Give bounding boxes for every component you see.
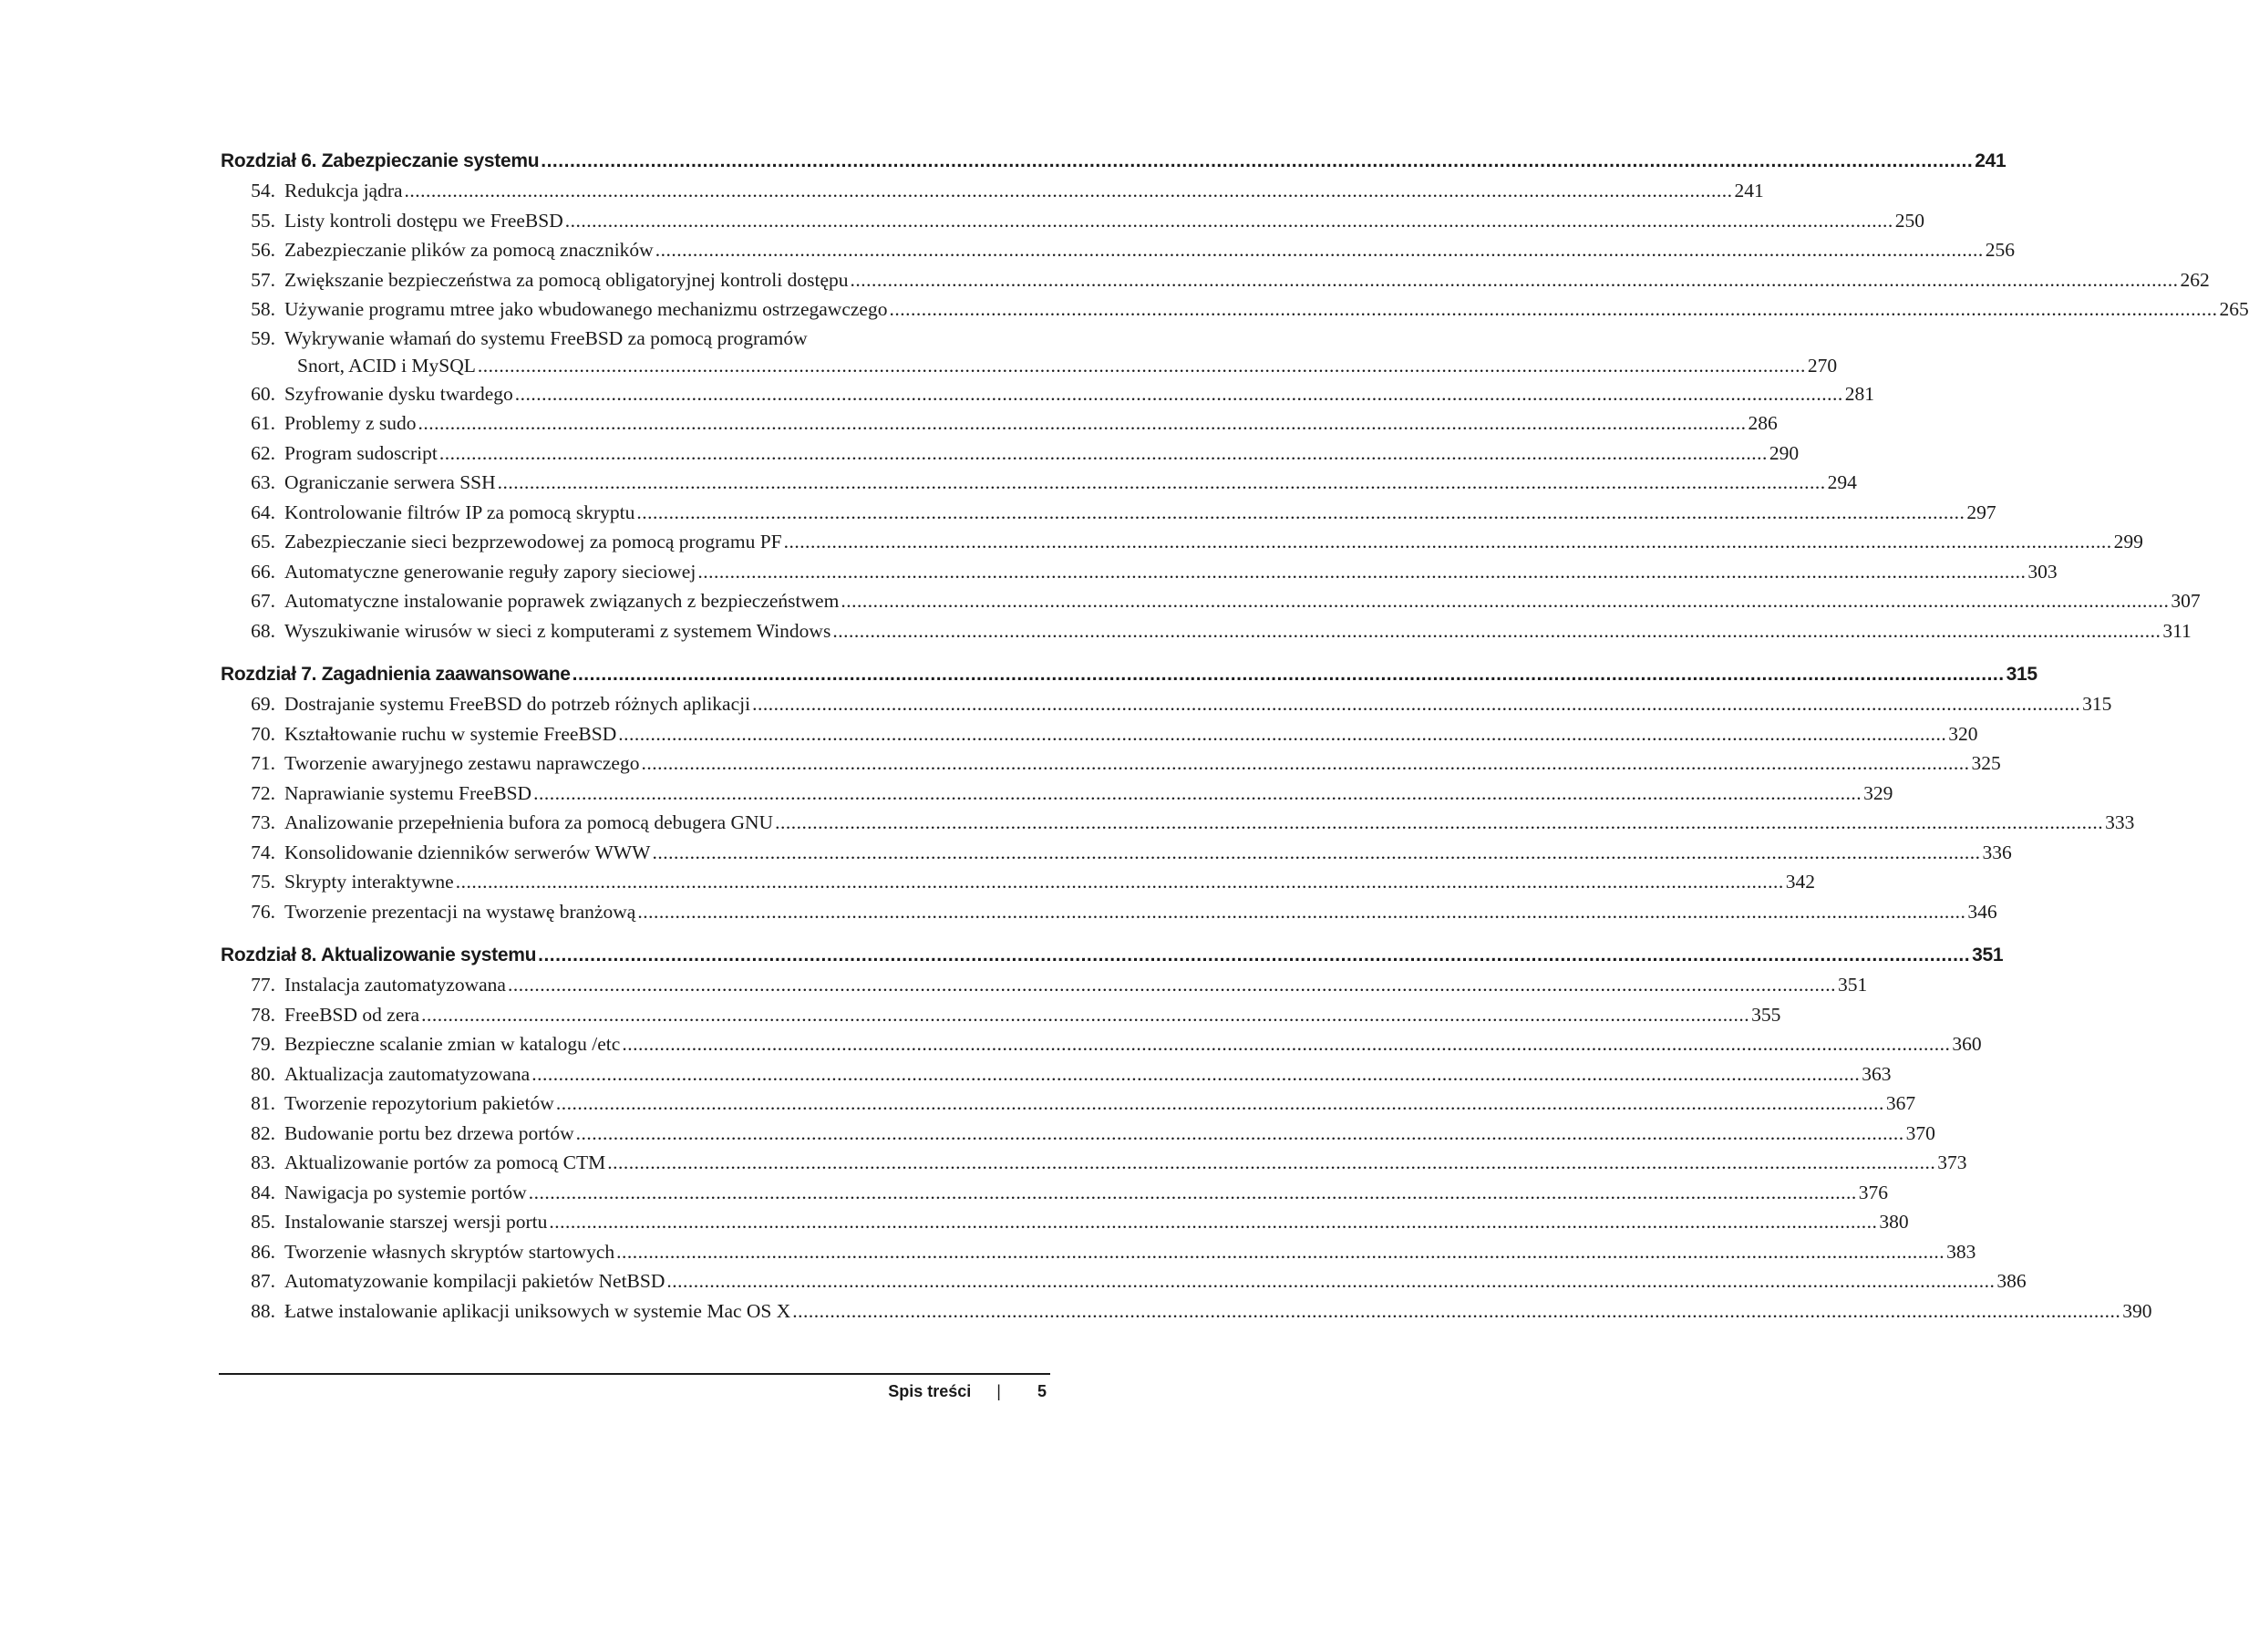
entry-page-number: 286: [1748, 412, 1778, 434]
dot-leader: [573, 659, 2005, 689]
entry-number: 84.: [251, 1181, 275, 1203]
toc-entry: [221, 808, 2135, 838]
entry-number: 70.: [251, 722, 275, 745]
entry-title: Kształtowanie ruchu w systemie FreeBSD: [284, 722, 617, 745]
entry-title: Program sudoscript: [284, 441, 438, 464]
toc-entry: [221, 498, 1996, 528]
entry-page-number: 325: [1971, 752, 2001, 774]
entry-title: Automatyczne generowanie reguły zapory sieciowej: [284, 560, 696, 583]
footer-separator: |: [996, 1382, 1001, 1400]
entry-number: 61.: [251, 412, 275, 434]
entry-page-number: 342: [1785, 871, 1815, 893]
entry-number: 74.: [251, 841, 275, 863]
entry-number: 79.: [251, 1033, 275, 1055]
toc-entry: [221, 719, 1978, 749]
entry-number: 58.: [251, 298, 275, 320]
dot-leader: [405, 176, 1733, 206]
entry-title: Zabezpieczanie sieci bezprzewodowej za pomocą programu PF: [284, 531, 782, 552]
dot-leader: [556, 1089, 1884, 1119]
dot-leader: [636, 498, 1965, 528]
entry-number: 57.: [251, 268, 275, 291]
entry-page-number: 320: [1948, 722, 1978, 745]
dot-leader: [832, 616, 2161, 646]
entry-title: Automatyzowanie kompilacji pakietów NetBSD: [284, 1270, 665, 1292]
toc-entry: [221, 176, 1764, 206]
dot-leader: [439, 439, 1768, 469]
entry-page-number: 336: [1982, 841, 2012, 863]
entry-page-number: 311: [2162, 619, 2192, 642]
entry-number: 60.: [251, 382, 275, 405]
entry-page-number: 367: [1885, 1092, 1916, 1114]
entry-number: 67.: [251, 590, 275, 612]
toc-entry: [221, 1207, 1909, 1237]
table-of-contents: [221, 146, 2249, 1326]
toc-entry: [221, 235, 2015, 265]
entry-title: FreeBSD od zera: [284, 1003, 420, 1026]
entry-page-number: 250: [1894, 209, 1925, 232]
dot-leader: [498, 468, 1826, 498]
entry-page-number: 351: [1837, 974, 1868, 996]
entry-number: 85.: [251, 1211, 275, 1233]
toc-entry: [221, 867, 1815, 897]
toc-entry: [221, 1059, 1892, 1089]
toc-entry: [221, 439, 1800, 469]
entry-title: Zabezpieczanie plików za pomocą znaczników: [284, 239, 654, 261]
toc-entry: [221, 379, 1875, 409]
entry-page-number: 329: [1863, 781, 1893, 804]
entry-title: Tworzenie awaryjnego zestawu naprawczego: [284, 752, 640, 774]
toc-entry: [221, 1237, 1976, 1267]
toc-entry: [221, 1119, 1935, 1149]
entry-number: 80.: [251, 1062, 275, 1085]
chapter-heading: [221, 146, 2007, 176]
entry-number: 66.: [251, 560, 275, 583]
entry-title: Używanie programu mtree jako wbudowanego mechanizmu ostrzegawczego: [284, 298, 888, 320]
entry-page-number: 241: [1734, 180, 1764, 201]
entry-page-number: 346: [1967, 900, 1997, 923]
entry-page-number: 307: [2171, 590, 2201, 612]
dot-leader: [508, 970, 1836, 1000]
dot-leader: [576, 1119, 1904, 1149]
entry-page-number: 386: [1996, 1270, 2027, 1292]
entry-number: 88.: [251, 1299, 275, 1322]
entry-title: Listy kontroli dostępu we FreeBSD: [284, 209, 563, 232]
entry-page-number: 294: [1827, 471, 1857, 493]
entry-title: Redukcja jądra: [284, 180, 403, 201]
entry-number: 81.: [251, 1092, 275, 1114]
entry-number: 73.: [251, 811, 275, 833]
entry-number: 72.: [251, 781, 275, 804]
entry-page-number: 376: [1858, 1181, 1888, 1203]
entry-title: Tworzenie prezentacji na wystawę branżową: [284, 900, 636, 923]
entry-title: Wyszukiwanie wirusów w sieci z komputerami z systemem Windows: [284, 619, 831, 642]
dot-leader: [618, 719, 1946, 749]
toc-entry: [221, 838, 2012, 868]
entry-number: 75.: [251, 871, 275, 893]
entry-number: 56.: [251, 239, 275, 261]
toc-entry: [221, 1148, 1967, 1178]
entry-title: Instalacja zautomatyzowana: [284, 974, 506, 996]
entry-number: 78.: [251, 1003, 275, 1026]
entry-title: Wykrywanie włamań do systemu FreeBSD za pomocą programów: [284, 326, 808, 349]
toc-entry: [221, 557, 2058, 587]
toc-entry: [221, 408, 1778, 439]
dot-leader: [549, 1207, 1877, 1237]
dot-leader: [538, 940, 1970, 970]
dot-leader: [616, 1237, 1945, 1267]
chapter-page-number: 351: [1972, 945, 2004, 965]
entry-page-number: 262: [2180, 268, 2210, 291]
dot-leader: [421, 1000, 1749, 1030]
chapter-heading: [221, 940, 2004, 970]
toc-entry: [221, 1089, 1916, 1119]
entry-number: 63.: [251, 471, 275, 493]
toc-entry: [221, 1000, 1781, 1030]
entry-title: Automatyczne instalowanie poprawek związanych z bezpieczeństwem: [284, 590, 840, 612]
entry-title: Problemy z sudo: [284, 412, 417, 434]
entry-title: Tworzenie repozytorium pakietów: [284, 1092, 554, 1114]
entry-title: Instalowanie starszej wersji portu: [284, 1211, 548, 1233]
toc-entry: [221, 616, 2192, 646]
dot-leader: [792, 1296, 2120, 1327]
entry-number: 64.: [251, 501, 275, 523]
entry-page-number: 290: [1769, 441, 1800, 464]
dot-leader: [607, 1148, 1935, 1178]
dot-leader: [655, 235, 1984, 265]
dot-leader: [515, 379, 1843, 409]
toc-entry: [221, 1296, 2152, 1327]
dot-leader: [841, 586, 2169, 616]
entry-number: 76.: [251, 900, 275, 923]
toc-entry: [221, 689, 2112, 719]
entry-number: 83.: [251, 1151, 275, 1173]
entry-title: Skrypty interaktywne: [284, 871, 454, 893]
dot-leader: [541, 146, 1973, 176]
toc-entry: [221, 897, 1997, 927]
entry-title: Ograniczanie serwera SSH: [284, 471, 496, 493]
entry-title: Dostrajanie systemu FreeBSD do potrzeb różnych aplikacji: [284, 693, 751, 715]
chapter-heading: [221, 659, 2038, 689]
toc-entry: [221, 779, 1893, 809]
footer-section-title: Spis treści: [888, 1382, 972, 1400]
entry-page-number: 315: [2082, 693, 2112, 715]
entry-title: Zwiększanie bezpieczeństwa za pomocą obligatoryjnej kontroli dostępu: [284, 268, 849, 291]
toc-entry: [221, 294, 2249, 325]
entry-title: Analizowanie przepełnienia bufora za pomocą debugera GNU: [284, 811, 774, 833]
dot-leader: [456, 867, 1784, 897]
footer-page-number: 5: [1037, 1382, 1047, 1400]
entry-page-number: 297: [1966, 501, 1996, 523]
entry-title: Szyfrowanie dysku twardego: [284, 382, 513, 405]
chapter-page-number: 315: [2006, 664, 2038, 685]
entry-page-number: 270: [1807, 354, 1838, 377]
entry-title: Tworzenie własnych skryptów startowych: [284, 1240, 615, 1263]
dot-leader: [418, 408, 1747, 439]
entry-title: Budowanie portu bez drzewa portów: [284, 1121, 574, 1144]
toc-entry: [221, 1266, 2027, 1296]
entry-page-number: 256: [1985, 239, 2015, 261]
chapter-title: Rozdział 6. Zabezpieczanie systemu: [221, 150, 540, 171]
entry-number: 54.: [251, 180, 275, 201]
dot-leader: [889, 294, 2217, 325]
dot-leader: [637, 897, 1965, 927]
dot-leader: [666, 1266, 1995, 1296]
footer-rule: [219, 1373, 1050, 1375]
entry-page-number: 363: [1862, 1062, 1892, 1085]
toc-entry: [221, 468, 1857, 498]
entry-number: 87.: [251, 1270, 275, 1292]
entry-title: Naprawianie systemu FreeBSD: [284, 781, 532, 804]
page-footer: [219, 1382, 1047, 1401]
entry-page-number: 333: [2105, 811, 2135, 833]
entry-number: 77.: [251, 974, 275, 996]
entry-number: 59.: [251, 326, 275, 349]
entry-page-number: 281: [1844, 382, 1875, 405]
entry-page-number: 303: [2027, 560, 2058, 583]
toc-entry: [221, 1178, 1888, 1208]
dot-leader: [697, 557, 2026, 587]
chapter-page-number: 241: [1975, 150, 2007, 171]
entry-title-continuation: Snort, ACID i MySQL: [297, 354, 476, 377]
toc-entry: [221, 586, 2201, 616]
toc-entry: [221, 325, 1838, 379]
entry-number: 55.: [251, 209, 275, 232]
entry-title: Aktualizacja zautomatyzowana: [284, 1062, 531, 1085]
chapter-title: Rozdział 8. Aktualizowanie systemu: [221, 945, 537, 965]
entry-number: 86.: [251, 1240, 275, 1263]
toc-entry: [221, 206, 1925, 236]
entry-page-number: 370: [1905, 1121, 1935, 1144]
entry-number: 71.: [251, 752, 275, 774]
dot-leader: [641, 749, 1969, 779]
entry-page-number: 299: [2113, 531, 2143, 552]
entry-number: 69.: [251, 693, 275, 715]
entry-title: Konsolidowanie dzienników serwerów WWW: [284, 841, 651, 863]
dot-leader: [622, 1029, 1950, 1059]
toc-entry: [221, 970, 1868, 1000]
entry-page-number: 390: [2122, 1299, 2152, 1322]
dot-leader: [478, 352, 1806, 379]
entry-page-number: 383: [1946, 1240, 1976, 1263]
dot-leader: [531, 1059, 1860, 1089]
dot-leader: [529, 1178, 1857, 1208]
toc-entry: [221, 527, 2143, 557]
dot-leader: [775, 808, 2103, 838]
dot-leader: [652, 838, 1980, 868]
entry-title: Nawigacja po systemie portów: [284, 1181, 527, 1203]
entry-title: Bezpieczne scalanie zmian w katalogu /etc: [284, 1033, 621, 1055]
dot-leader: [565, 206, 1893, 236]
dot-leader: [752, 689, 2080, 719]
entry-title: Aktualizowanie portów za pomocą CTM: [284, 1151, 606, 1173]
toc-entry: [221, 1029, 1982, 1059]
chapter-title: Rozdział 7. Zagadnienia zaawansowane: [221, 664, 571, 685]
entry-number: 68.: [251, 619, 275, 642]
entry-title: Łatwe instalowanie aplikacji uniksowych w systemie Mac OS X: [284, 1299, 791, 1322]
entry-page-number: 380: [1879, 1211, 1909, 1233]
dot-leader: [533, 779, 1862, 809]
toc-entry: [221, 265, 2210, 295]
dot-leader: [784, 527, 2112, 557]
entry-page-number: 355: [1751, 1003, 1781, 1026]
entry-number: 82.: [251, 1121, 275, 1144]
dot-leader: [851, 265, 2179, 295]
toc-entry: [221, 749, 2001, 779]
entry-page-number: 373: [1937, 1151, 1967, 1173]
entry-title: Kontrolowanie filtrów IP za pomocą skryptu: [284, 501, 635, 523]
entry-page-number: 360: [1952, 1033, 1982, 1055]
entry-page-number: 265: [2219, 298, 2249, 320]
entry-number: 62.: [251, 441, 275, 464]
entry-number: 65.: [251, 531, 275, 552]
